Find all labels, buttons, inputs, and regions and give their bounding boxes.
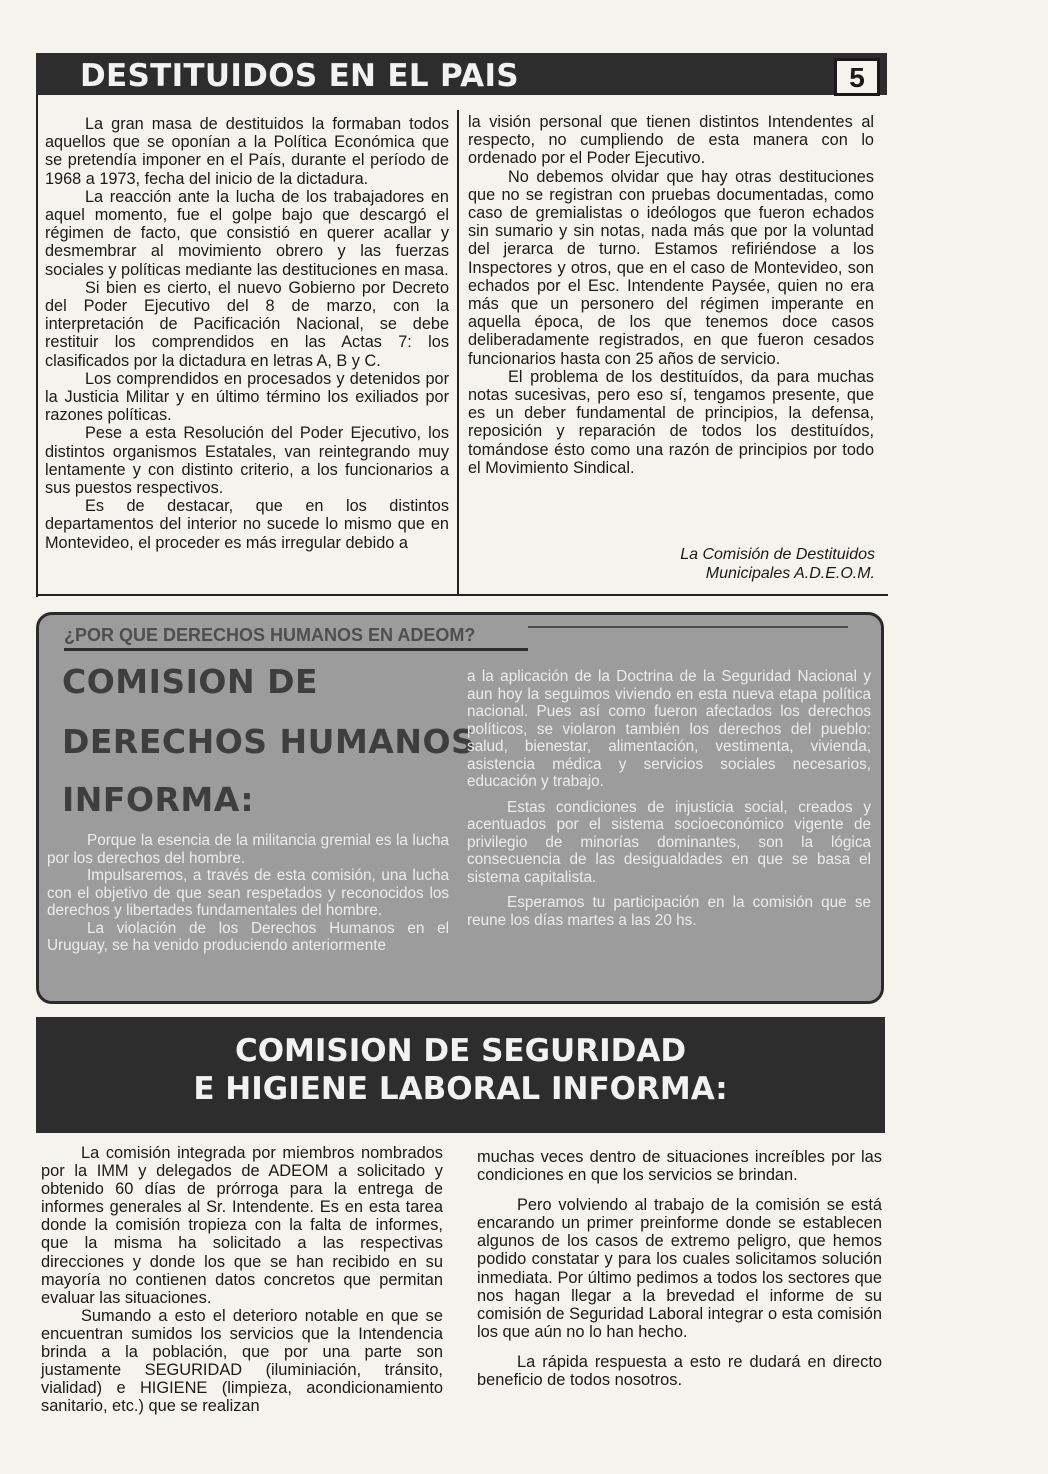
section2-headline: COMISION DE xyxy=(62,662,319,701)
paragraph: La rápida respuesta a esto re dudará en directo beneficio de todos nosotros. xyxy=(477,1352,882,1390)
paragraph: Es de destacar, que en los distintos departamentos del interior no sucede lo mismo que en Montevideo, el proceder es más irregular debido a xyxy=(45,497,449,552)
section2-headline: DERECHOS HUMANOS xyxy=(62,722,476,761)
page-number: 5 xyxy=(834,58,880,96)
signature-line: La Comisión de Destituidos xyxy=(680,546,875,563)
section1-left-rule xyxy=(36,95,38,597)
paragraph: La violación de los Derechos Humanos en el Uruguay, se ha venido produciendo anteriormente xyxy=(47,919,449,954)
section1-column-divider xyxy=(457,110,459,595)
paragraph: Sumando a esto el deterioro notable en que se encuentran sumidos los servicios que la Intendencia brinda a la población, que por una parte son justamente SEGURIDAD (iluminiación, tránsito, vialidad) e HIGIENE (limpieza, acondicionamiento sanitario, etc.) que se realizan xyxy=(41,1306,443,1416)
signature-line: Municipales A.D.E.O.M. xyxy=(705,565,875,582)
section1-column-right xyxy=(468,113,874,477)
paragraph: La gran masa de destituidos la formaban todos aquellos que se oponían a la Política Económica que se pretendía imponer en el País, durante el período de 1968 a 1973, fecha del inicio de la dictadura. xyxy=(45,115,449,188)
section3-column-right xyxy=(477,1148,882,1389)
paragraph: Pese a esta Resolución del Poder Ejecutivo, los distintos organismos Estatales, van reintegrando muy lentamente y con distinto criterio, a los funcionarios a sus puestos respectivos. xyxy=(45,424,449,498)
paragraph: Pero volviendo al trabajo de la comisión se está encarando un primer preinforme donde se establecen algunos de los casos de extremo peligro, que hemos podido constatar y para los cuales solicitamos solución inmediata. Por último pedimos a todos los sectores que nos hagan llegar a la brevedad el informe de su comisión de Seguridad Laboral integrar o esta comisión los que aún no lo han hecho. xyxy=(477,1196,882,1341)
paragraph: Los comprendidos en procesados y detenidos por la Justicia Militar y en último término los exiliados por razones políticas. xyxy=(45,369,449,425)
kicker-rule xyxy=(528,626,848,628)
section2-column-right xyxy=(467,668,871,929)
section3-headline: COMISION DE SEGURIDAD xyxy=(234,1033,687,1069)
paragraph: Si bien es cierto, el nuevo Gobierno por Decreto del Poder Ejecutivo del 8 de marzo, con la interpretación de Pacificación Nacional, se debe restituir los comprendidos en las Actas 7: los clasificados por la dictadura en letras A, B y C. xyxy=(45,278,449,370)
signature xyxy=(600,545,875,583)
section2-kicker: ¿POR QUE DERECHOS HUMANOS EN ADEOM? xyxy=(64,625,476,645)
paragraph-continuation: a la aplicación de la Doctrina de la Seguridad Nacional y aun hoy la seguimos viviendo en esta nueva etapa política nacional. Pues así como fueron afectados los derechos políticos, se violaron también los derechos del pueblo: salud, bienestar, alimentación, vestimenta, vivienda, asistencia médica y servicios sociales necesarios, educación y trabajo. xyxy=(467,668,871,790)
section2-headline: INFORMA: xyxy=(62,780,255,819)
paragraph: Impulsaremos, a través de esta comisión, una lucha con el objetivo de que sean respetados y reconocidos los derechos y libertades fundamentales del hombre. xyxy=(47,867,449,919)
section3-headline: E HIGIENE LABORAL INFORMA: xyxy=(193,1071,728,1107)
paragraph: La reacción ante la lucha de los trabajadores en aquel momento, fue el golpe bajo que descargó el régimen de facto, que consistió en querer acallar y desmembrar al movimiento obrero y las fuerzas sociales y políticas mediante las destituciones en masa. xyxy=(45,187,449,279)
paragraph-continuation: la visión personal que tienen distintos Intendentes al respecto, no cumpliendo de esta manera con lo ordenado por el Poder Ejecutivo. xyxy=(468,113,874,168)
paragraph: Estas condiciones de injusticia social, creados y acentuados por el sistema socioeconómico vigente de privilegio de minorías dominantes, son la lógica consecuencia de las desigualdades en que se basa el sistema capitalista. xyxy=(467,798,871,886)
section3-column-left xyxy=(41,1144,443,1415)
paragraph: Porque la esencia de la militancia gremial es la lucha por los derechos del hombre. xyxy=(47,832,449,867)
section1-bottom-rule xyxy=(36,594,888,596)
section1-column-left xyxy=(45,115,449,552)
section2-column-left xyxy=(47,832,449,955)
paragraph-continuation: muchas veces dentro de situaciones increíbles por las condiciones en que los servicios se brindan. xyxy=(477,1148,882,1185)
paragraph: No debemos olvidar que hay otras destituciones que no se registran con pruebas documentadas, como caso de gremialistas o ideólogos que fueron echados sin sumario y sin notas, nada más que por la voluntad del jerarca de turno. Estamos refiriéndose a los Inspectores y otros, que en el caso de Montevideo, son echados por el Esc. Intendente Paysée, quien no era más que un personero del régimen imperante en aquella época, de los que tenemos doce casos deliberadamente registrados, en que fueron cesados funcionarios hasta con 25 años de servicio. xyxy=(468,167,874,368)
paragraph: El problema de los destituídos, da para muchas notas sucesivas, pero eso sí, tengamos presente, que es un deber fundamental de principios, la defensa, reposición y reparación de todos los destituídos, tomándose ésto como una razón de principios por todo el Movimiento Sindical. xyxy=(468,367,874,477)
kicker-underline xyxy=(64,648,528,651)
paragraph: Esperamos tu participación en la comisión que se reune los días martes a las 20 hs. xyxy=(467,894,871,929)
paragraph: La comisión integrada por miembros nombrados por la IMM y delegados de ADEOM a solicitado y obtenido 60 días de prórroga para la entrega de informes generales al Sr. Intendente. Es en esta tarea donde la comisión tropieza con la falta de informes, que la misma ha solicitado a las respectivas direcciones y donde los que se han recibido en su mayoría no contienen datos concretos que permitan evaluar las situaciones. xyxy=(41,1144,443,1307)
section1-title: DESTITUIDOS EN EL PAIS xyxy=(80,58,519,94)
